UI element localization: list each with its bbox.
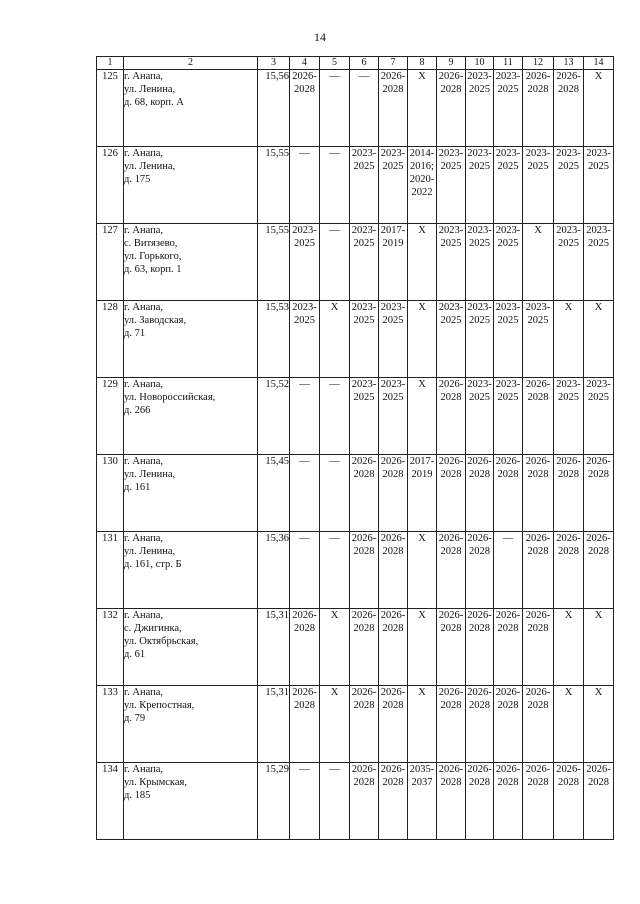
period-cell: 2023- 2025	[437, 301, 466, 378]
area-cell: 15,36	[258, 532, 290, 609]
period-cell: X	[554, 301, 584, 378]
period-cell: 2026- 2028	[290, 686, 320, 763]
address-cell: г. Анапа, ул. Ленина, д. 161, стр. Б	[124, 532, 258, 609]
period-cell: X	[408, 378, 437, 455]
period-cell: —	[290, 455, 320, 532]
period-cell: 2026- 2028	[584, 763, 614, 840]
period-cell: X	[584, 70, 614, 147]
area-cell: 15,29	[258, 763, 290, 840]
period-cell: 2026- 2028	[437, 532, 466, 609]
period-cell: 2023- 2025	[584, 147, 614, 224]
period-cell: —	[320, 763, 350, 840]
area-cell: 15,52	[258, 378, 290, 455]
period-cell: —	[290, 378, 320, 455]
column-header: 12	[523, 57, 554, 70]
period-cell: 2023- 2025	[554, 147, 584, 224]
period-cell: —	[320, 147, 350, 224]
row-number: 131	[97, 532, 124, 609]
period-cell: 2026- 2028	[290, 70, 320, 147]
period-cell: X	[408, 609, 437, 686]
period-cell: 2023- 2025	[379, 378, 408, 455]
period-cell: 2023- 2025	[494, 301, 523, 378]
period-cell: 2023- 2025	[494, 70, 523, 147]
row-number: 134	[97, 763, 124, 840]
column-header: 10	[466, 57, 494, 70]
header-row	[97, 57, 614, 70]
period-cell: 2026- 2028	[437, 378, 466, 455]
period-cell: 2026- 2028	[466, 763, 494, 840]
table-row	[97, 70, 614, 147]
period-cell: 2026- 2028	[494, 686, 523, 763]
period-cell: 2023- 2025	[350, 147, 379, 224]
area-cell: 15,55	[258, 147, 290, 224]
period-cell: —	[320, 224, 350, 301]
period-cell: 2023- 2025	[466, 301, 494, 378]
period-cell: X	[554, 609, 584, 686]
period-cell: 2023- 2025	[584, 378, 614, 455]
period-cell: 2026- 2028	[379, 70, 408, 147]
row-number: 130	[97, 455, 124, 532]
period-cell: 2017- 2019	[408, 455, 437, 532]
period-cell: X	[320, 686, 350, 763]
period-cell: 2026- 2028	[290, 609, 320, 686]
table-row	[97, 532, 614, 609]
period-cell: 2026- 2028	[379, 609, 408, 686]
address-cell: г. Анапа, ул. Заводская, д. 71	[124, 301, 258, 378]
period-cell: 2026- 2028	[523, 686, 554, 763]
area-cell: 15,31	[258, 609, 290, 686]
period-cell: 2026- 2028	[523, 378, 554, 455]
column-header: 1	[97, 57, 124, 70]
period-cell: X	[584, 301, 614, 378]
row-number: 125	[97, 70, 124, 147]
period-cell: X	[408, 686, 437, 763]
period-cell: 2026- 2028	[350, 532, 379, 609]
period-cell: X	[523, 224, 554, 301]
address-cell: г. Анапа, ул. Ленина, д. 161	[124, 455, 258, 532]
period-cell: 2023- 2025	[290, 224, 320, 301]
period-cell: 2023- 2025	[494, 224, 523, 301]
period-cell: 2026- 2028	[523, 70, 554, 147]
period-cell: 2026- 2028	[437, 455, 466, 532]
address-cell: г. Анапа, с. Витязево, ул. Горького, д. 63, корп. 1	[124, 224, 258, 301]
area-cell: 15,31	[258, 686, 290, 763]
period-cell: —	[320, 455, 350, 532]
period-cell: 2026- 2028	[523, 532, 554, 609]
period-cell: 2026- 2028	[554, 455, 584, 532]
table-row	[97, 686, 614, 763]
period-cell: 2026- 2028	[494, 455, 523, 532]
column-header: 13	[554, 57, 584, 70]
period-cell: 2023- 2025	[350, 378, 379, 455]
area-cell: 15,55	[258, 224, 290, 301]
row-number: 128	[97, 301, 124, 378]
period-cell: 2023- 2025	[584, 224, 614, 301]
period-cell: 2026- 2028	[523, 455, 554, 532]
row-number: 129	[97, 378, 124, 455]
column-header: 8	[408, 57, 437, 70]
period-cell: 2023- 2025	[494, 378, 523, 455]
period-cell: —	[290, 532, 320, 609]
period-cell: 2026- 2028	[350, 609, 379, 686]
period-cell: 2026- 2028	[494, 609, 523, 686]
period-cell: 2026- 2028	[379, 455, 408, 532]
period-cell: 2023- 2025	[466, 70, 494, 147]
column-header: 6	[350, 57, 379, 70]
period-cell: 2023- 2025	[466, 378, 494, 455]
period-cell: 2026- 2028	[554, 532, 584, 609]
period-cell: —	[320, 378, 350, 455]
period-cell: 2026- 2028	[437, 70, 466, 147]
period-cell: 2026- 2028	[437, 609, 466, 686]
period-cell: 2023- 2025	[494, 147, 523, 224]
period-cell: 2023- 2025	[290, 301, 320, 378]
period-cell: 2035- 2037	[408, 763, 437, 840]
period-cell: 2017- 2019	[379, 224, 408, 301]
period-cell: 2023- 2025	[437, 147, 466, 224]
period-cell: 2026- 2028	[466, 455, 494, 532]
column-header: 5	[320, 57, 350, 70]
column-header: 7	[379, 57, 408, 70]
area-cell: 15,56	[258, 70, 290, 147]
row-number: 133	[97, 686, 124, 763]
period-cell: 2026- 2028	[554, 763, 584, 840]
period-cell: 2026- 2028	[350, 455, 379, 532]
period-cell: 2026- 2028	[494, 763, 523, 840]
period-cell: 2026- 2028	[584, 532, 614, 609]
table-row	[97, 455, 614, 532]
period-cell: 2026- 2028	[584, 455, 614, 532]
period-cell: —	[494, 532, 523, 609]
period-cell: X	[408, 301, 437, 378]
period-cell: 2026- 2028	[437, 763, 466, 840]
period-cell: 2023- 2025	[523, 147, 554, 224]
period-cell: —	[290, 147, 320, 224]
table-row	[97, 301, 614, 378]
address-cell: г. Анапа, ул. Крепостная, д. 79	[124, 686, 258, 763]
column-header: 9	[437, 57, 466, 70]
period-cell: —	[320, 70, 350, 147]
period-cell: X	[584, 609, 614, 686]
period-cell: 2026- 2028	[466, 609, 494, 686]
period-cell: 2023- 2025	[379, 147, 408, 224]
period-cell: 2026- 2028	[350, 686, 379, 763]
period-cell: 2026- 2028	[554, 70, 584, 147]
period-cell: 2023- 2025	[350, 301, 379, 378]
area-cell: 15,53	[258, 301, 290, 378]
period-cell: 2026- 2028	[466, 532, 494, 609]
period-cell: —	[350, 70, 379, 147]
address-cell: г. Анапа, ул. Новороссийская, д. 266	[124, 378, 258, 455]
period-cell: 2023- 2025	[379, 301, 408, 378]
period-cell: 2023- 2025	[466, 147, 494, 224]
period-cell: 2026- 2028	[379, 763, 408, 840]
address-cell: г. Анапа, ул. Ленина, д. 68, корп. А	[124, 70, 258, 147]
table-row	[97, 609, 614, 686]
column-header: 4	[290, 57, 320, 70]
table-row	[97, 378, 614, 455]
column-header: 14	[584, 57, 614, 70]
table-row	[97, 763, 614, 840]
period-cell: 2023- 2025	[437, 224, 466, 301]
period-cell: 2023- 2025	[523, 301, 554, 378]
period-cell: X	[408, 70, 437, 147]
period-cell: 2026- 2028	[379, 532, 408, 609]
period-cell: 2023- 2025	[554, 224, 584, 301]
row-number: 132	[97, 609, 124, 686]
address-cell: г. Анапа, с. Джигинка, ул. Октябрьская, д. 61	[124, 609, 258, 686]
period-cell: —	[290, 763, 320, 840]
period-cell: 2026- 2028	[437, 686, 466, 763]
period-cell: X	[584, 686, 614, 763]
period-cell: —	[320, 532, 350, 609]
period-cell: 2014- 2016; 2020- 2022	[408, 147, 437, 224]
period-cell: 2023- 2025	[466, 224, 494, 301]
period-cell: X	[320, 301, 350, 378]
registry-table	[96, 56, 614, 840]
period-cell: X	[554, 686, 584, 763]
period-cell: X	[320, 609, 350, 686]
period-cell: 2026- 2028	[523, 609, 554, 686]
area-cell: 15,45	[258, 455, 290, 532]
period-cell: 2026- 2028	[466, 686, 494, 763]
column-header: 2	[124, 57, 258, 70]
period-cell: 2026- 2028	[523, 763, 554, 840]
address-cell: г. Анапа, ул. Крымская, д. 185	[124, 763, 258, 840]
address-cell: г. Анапа, ул. Ленина, д. 175	[124, 147, 258, 224]
table-row	[97, 224, 614, 301]
row-number: 126	[97, 147, 124, 224]
period-cell: X	[408, 224, 437, 301]
period-cell: 2026- 2028	[350, 763, 379, 840]
period-cell: 2023- 2025	[350, 224, 379, 301]
period-cell: 2026- 2028	[379, 686, 408, 763]
table-row	[97, 147, 614, 224]
period-cell: 2023- 2025	[554, 378, 584, 455]
period-cell: X	[408, 532, 437, 609]
page-number: 14	[314, 30, 326, 44]
row-number: 127	[97, 224, 124, 301]
column-header: 3	[258, 57, 290, 70]
column-header: 11	[494, 57, 523, 70]
